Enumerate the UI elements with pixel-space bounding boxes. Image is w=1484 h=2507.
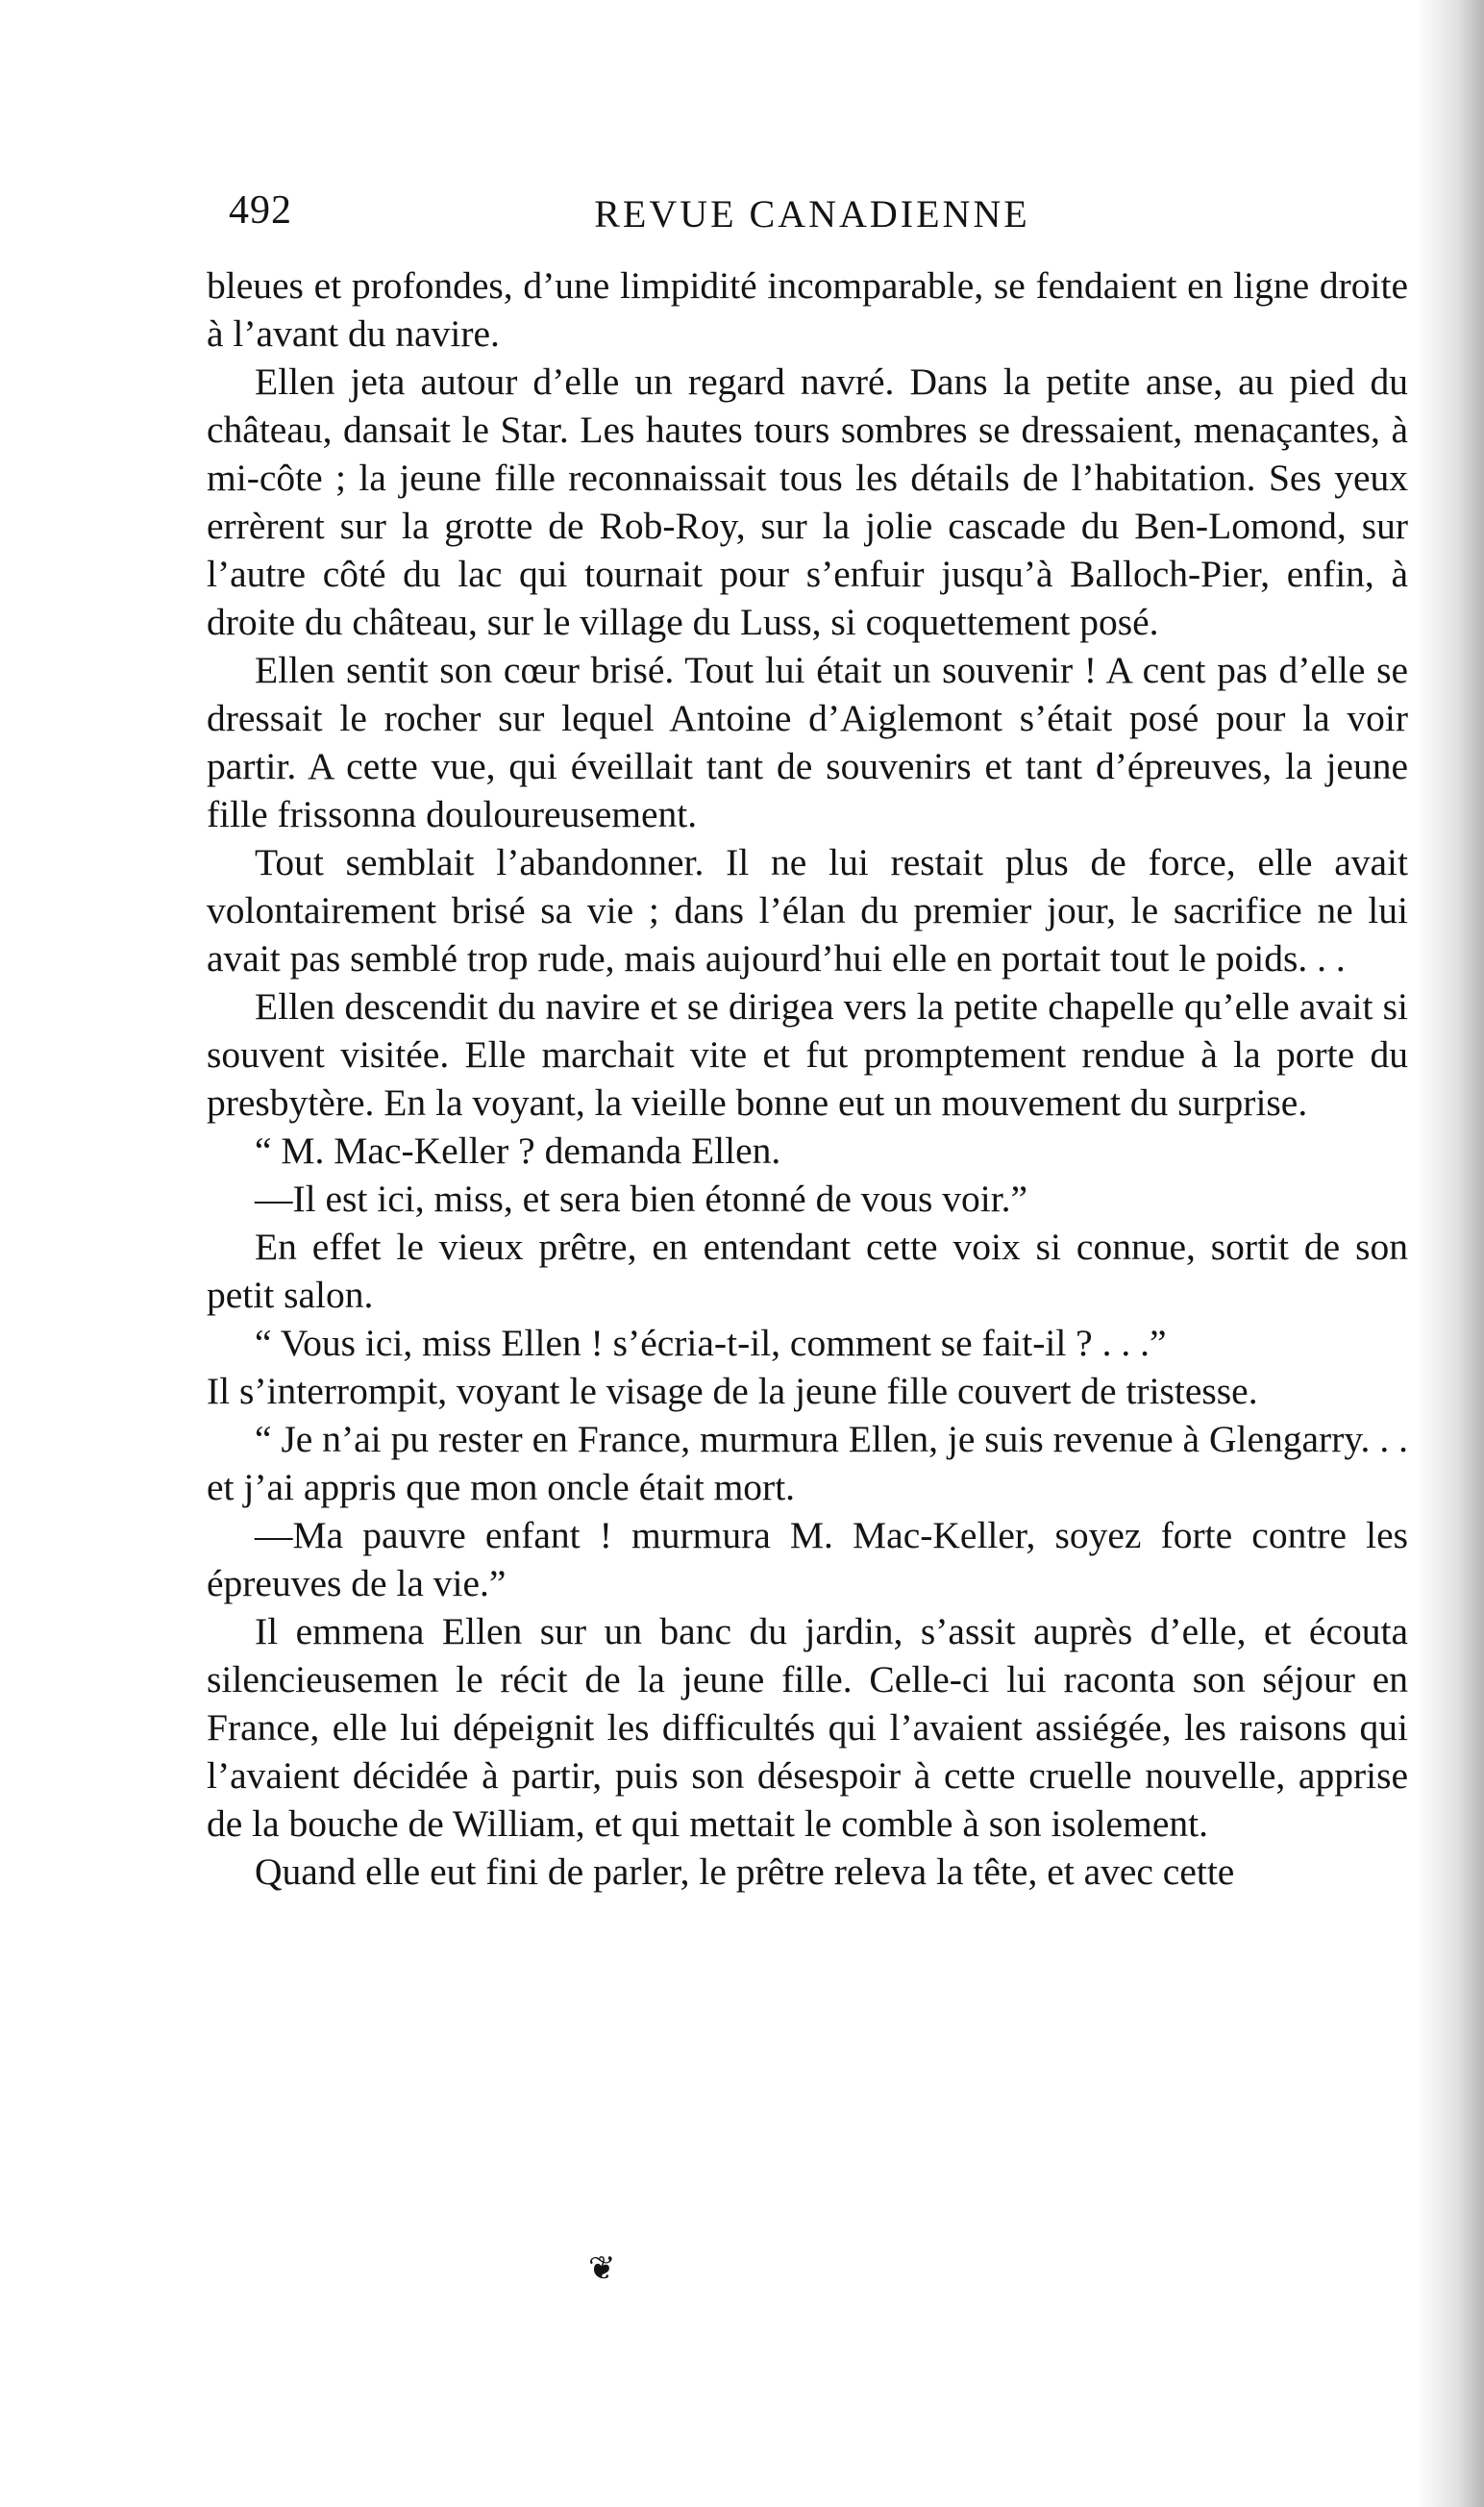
page-number: 492 xyxy=(229,188,292,233)
body-text xyxy=(207,261,1408,1896)
paragraph: Quand elle eut fini de parler, le prêtre releva la tête, et avec cette xyxy=(255,1850,1235,1893)
paragraph: —Ma pauvre enfant ! murmura M. Mac-Keller, soyez forte contre les épreuves de la vie.” xyxy=(207,1514,1408,1604)
paragraph: bleues et profondes, d’une limpidité incomparable, se fendaient en ligne droite à l’avant du navire. xyxy=(207,264,1408,355)
paragraph: Ellen sentit son cœur brisé. Tout lui était un souvenir ! A cent pas d’elle se dressait le rocher sur lequel Antoine d’Aiglemont s’était posé pour la voir partir. A cette vue, qui éveillait tant de souvenirs et tant d’épreuves, la jeune fille frissonna douloureusement. xyxy=(207,649,1408,835)
paragraph: Ellen descendit du navire et se dirigea vers la petite chapelle qu’elle avait si souvent visitée. Elle marchait vite et fut promptement rendue à la porte du presbytère. En la voyant, la vieille bonne eut un mouvement du surprise. xyxy=(207,985,1408,1124)
paragraph: “ Vous ici, miss Ellen ! s’écria-t-il, comment se fait-il ? . . .” xyxy=(255,1322,1167,1364)
paragraph: Ellen jeta autour d’elle un regard navré. Dans la petite anse, au pied du château, dansait le Star. Les hautes tours sombres se dressaient, menaçantes, à mi-côte ; la jeune fille reconnaissait tous les détails de l’habitation. Ses yeux errèrent sur la grotte de Rob-Roy, sur la jolie cascade du Ben-Lomond, sur l’autre côté du lac qui tournait pour s’enfuir jusqu’à Balloch-Pier, enfin, à droite du château, sur le village du Luss, si coquettement posé. xyxy=(207,360,1408,643)
paragraph: Tout semblait l’abandonner. Il ne lui restait plus de force, elle avait volontairement brisé sa vie ; dans l’élan du premier jour, le sacrifice ne lui avait pas semblé trop rude, mais aujourd’hui elle en portait tout le poids. . . xyxy=(207,841,1408,980)
page-header xyxy=(221,187,1403,255)
paragraph: En effet le vieux prêtre, en entendant cette voix si connue, sortit de son petit salon. xyxy=(207,1226,1408,1316)
paragraph: Il s’interrompit, voyant le visage de la jeune fille couvert de tristesse. xyxy=(207,1370,1258,1412)
paragraph: “ M. Mac-Keller ? demanda Ellen. xyxy=(255,1129,781,1172)
running-head: REVUE CANADIENNE xyxy=(594,192,1030,236)
ornament-icon: ❦ xyxy=(588,2251,616,2287)
paragraph: Il emmena Ellen sur un banc du jardin, s’assit auprès d’elle, et écouta silencieusemen le récit de la jeune fille. Celle-ci lui raconta son séjour en France, elle lui dépeignit les difficultés qui l’avaient assiégée, les raisons qui l’avaient décidée à partir, puis son désespoir à cette cruelle nouvelle, apprise de la bouche de William, et qui mettait le comble à son isolement. xyxy=(207,1610,1408,1845)
paragraph: “ Je n’ai pu rester en France, murmura Ellen, je suis revenue à Glengarry. . . et j’ai appris que mon oncle était mort. xyxy=(207,1418,1408,1508)
paragraph: —Il est ici, miss, et sera bien étonné de vous voir.” xyxy=(255,1178,1028,1220)
page-edge-shadow xyxy=(1417,0,1484,2507)
